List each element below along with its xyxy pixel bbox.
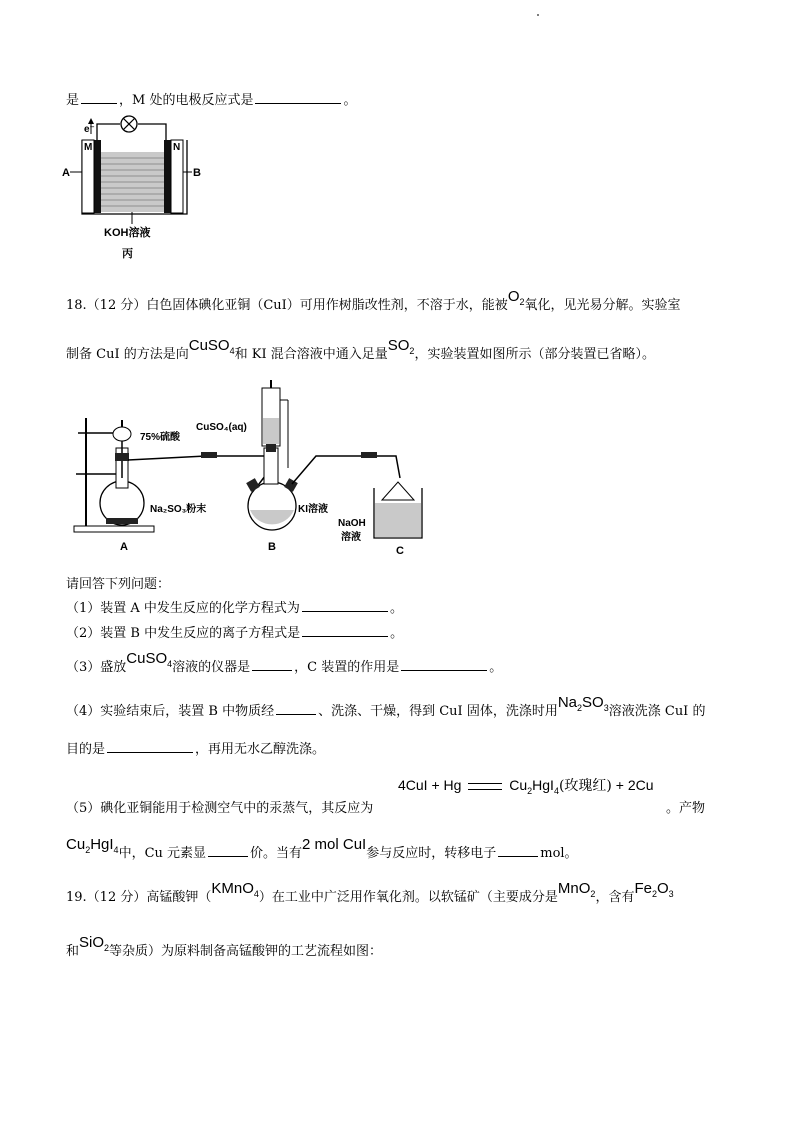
answer-blank[interactable] — [255, 91, 341, 104]
apparatus-c-label: C — [396, 545, 404, 557]
answer-blank[interactable] — [302, 624, 388, 637]
na2so3-label: Na₂SO₃粉末 — [150, 504, 207, 515]
q3: （3）盛放CuSO$_4$溶液的仪器是 ，C 装置的作用是 。 — [66, 650, 503, 675]
fuel-cell-figure — [60, 112, 210, 262]
top-line-pre: 是 — [66, 93, 80, 108]
answer-blank[interactable] — [276, 702, 316, 715]
answer-blank[interactable] — [252, 658, 292, 671]
reaction-equation: 4CuI + Hg $Cu_2HgI_4$(玫瑰红) + 2Cu — [398, 777, 654, 796]
electron-label: e⁻ — [84, 124, 95, 135]
electrode-n — [164, 140, 171, 213]
q19-line1: 19.（12 分）高锰酸钾（KMnO$_4$）在工业中广泛用作氧化剂。以软锰矿（主要成分是MnO$_2$，含有$Fe_2O_3$ — [66, 880, 674, 905]
cuso4-aq-label: CuSO₄(aq) — [196, 422, 247, 433]
q5-end: 。产物 — [666, 801, 706, 816]
mol-value: 2 mol CuI — [302, 836, 367, 853]
q2: （2）装置 B 中发生反应的离子方程式是 。 — [66, 626, 404, 641]
equals-sign — [468, 783, 502, 790]
page-dot — [537, 14, 539, 16]
answer-blank[interactable] — [498, 844, 538, 857]
answer-blank[interactable] — [81, 91, 117, 104]
top-line — [66, 91, 356, 110]
q4-line1: （4）实验结束后，装置 B 中物质经 、洗涤、干燥，得到 CuI 固体，洗涤时用$Na_2SO_3$溶液洗涤 CuI 的 — [66, 694, 706, 719]
solution-label: KOH溶液 — [104, 227, 151, 239]
answer-blank[interactable] — [107, 740, 193, 753]
na2so3-formula: $Na_2SO_3$ — [557, 694, 609, 713]
label-a: A — [62, 167, 70, 179]
electrode-m — [94, 140, 101, 213]
answer-blank[interactable] — [302, 599, 388, 612]
label-m: M — [84, 142, 93, 153]
q18-line2: 制备 CuI 的方法是向CuSO$_4$和 KI 混合溶液中通入足量$SO_2$，实验装置如图所示（部分装置已省略）。 — [66, 337, 655, 362]
acid-label: 75%硫酸 — [140, 432, 181, 443]
top-line-mid: ，M 处的电极反应式是 — [119, 93, 254, 108]
sio2-formula: SiO$_2$ — [79, 934, 110, 953]
kmno4-formula: KMnO$_4$ — [211, 880, 259, 899]
top-line-end: 。 — [343, 93, 357, 108]
q5-line1: （5）碘化亚铜能用于检测空气中的汞蒸气，其反应为 — [66, 801, 374, 816]
figure-caption: 丙 — [122, 248, 133, 260]
questions-intro: 请回答下列问题： — [66, 577, 171, 592]
q5-line2: $Cu_2HgI_4$中，Cu 元素显 价。当有2 mol CuI参与反应时，转移电子 mol。 — [66, 836, 578, 861]
q4-line2: 目的是 ，再用无水乙醇洗涤。 — [66, 742, 326, 757]
cuso4-formula: CuSO$_4$ — [126, 650, 173, 669]
apparatus-diagram — [66, 378, 426, 558]
apparatus-a-label: A — [120, 541, 128, 553]
apparatus-b-label: B — [268, 541, 276, 553]
q1: （1）装置 A 中发生反应的化学方程式为 。 — [66, 601, 403, 616]
cu2hgi4-formula: $Cu_2HgI_4$ — [66, 836, 119, 855]
label-b: B — [193, 167, 201, 179]
so2-formula: $SO_2$ — [387, 337, 415, 356]
answer-blank[interactable] — [401, 658, 487, 671]
label-n: N — [173, 142, 181, 153]
q18-line1: 18.（12 分）白色固体碘化亚铜（CuI）可用作树脂改性剂，不溶于水，能被$O_2$氧化，见光易分解。实验室 — [66, 288, 681, 313]
ki-label: KI溶液 — [298, 504, 328, 515]
answer-blank[interactable] — [208, 844, 248, 857]
cuso4-formula: CuSO$_4$ — [188, 337, 235, 356]
q19-line2: 和SiO$_2$等杂质）为原料制备高锰酸钾的工艺流程如图： — [66, 934, 383, 959]
naoh-label: NaOH — [338, 518, 366, 529]
mno2-formula: MnO$_2$ — [557, 880, 596, 899]
naoh-label-2: 溶液 — [341, 532, 361, 543]
o2-formula: $O_2$ — [507, 288, 525, 307]
fe2o3-formula: $Fe_2O_3$ — [634, 880, 674, 899]
